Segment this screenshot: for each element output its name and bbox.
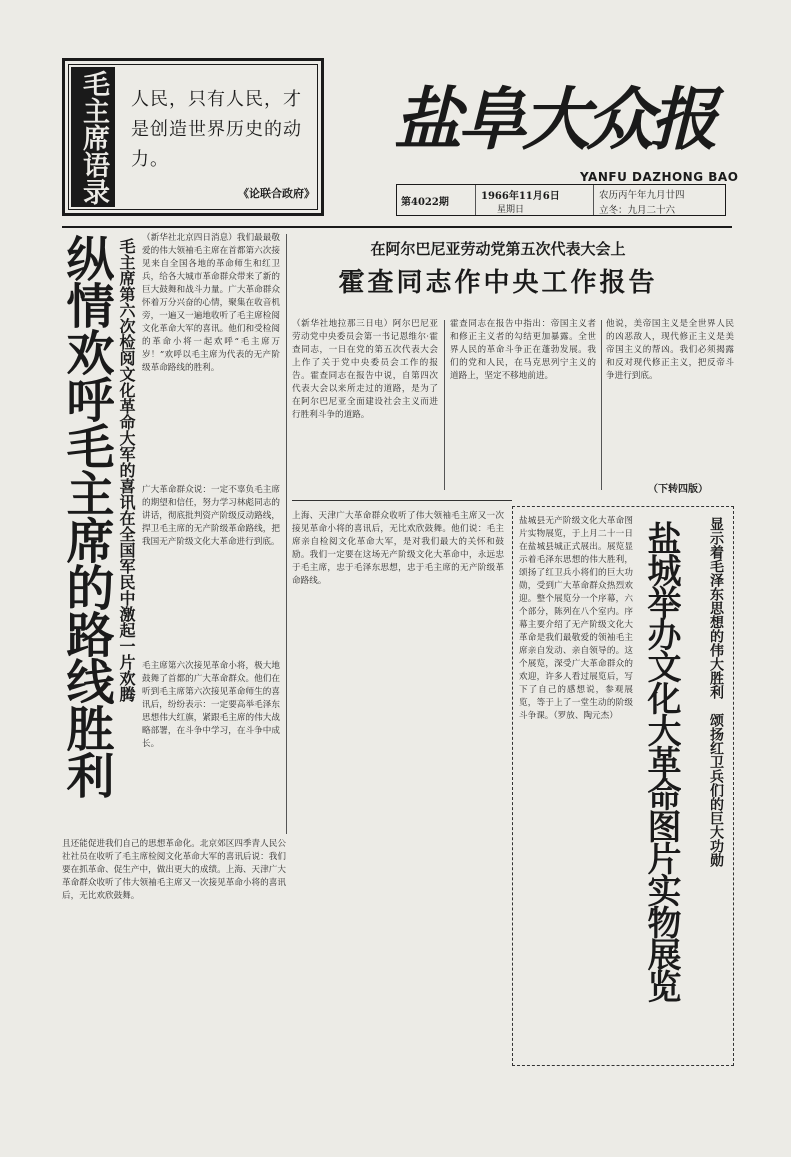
article2-col3: 他说，美帝国主义是全世界人民的凶恶敌人，现代修正主义是美帝国主义的帮凶。我们必须揭露和反对现代修正主义，把反帝斗争进行到底。 <box>606 319 734 381</box>
issue-weekday: 星期日 <box>497 205 525 215</box>
article3-headline: 盐城举办文化大革命图片实物展览 <box>641 521 681 1001</box>
issue-date: 1966年11月6日 <box>481 191 560 202</box>
solar-term: 立冬：九月二十六 <box>599 205 676 216</box>
article1-col4: 上海、天津广大革命群众收听了伟大领袖毛主席又一次接见革命小将的喜讯后，无比欢欣鼓舞。他们说：毛主席亲自检阅文化革命大军，是对我们最大的关怀和鼓励。我们一定要在这场无产阶级文化大革命中，永远忠于毛主席，忠于毛泽东思想，忠于毛主席的无产阶级革命路线。 <box>292 511 504 586</box>
article3-subheadline: 显示着毛泽东思想的伟大胜利 颂扬红卫兵们的巨大功勋 <box>708 517 724 867</box>
column-divider <box>286 234 287 834</box>
section-divider <box>292 500 512 501</box>
quotation-source: 《论联合政府》 <box>238 187 315 200</box>
article1-col3: 毛主席第六次接见革命小将，极大地鼓舞了首都的广大革命群众。他们在听到毛主席第六次接见革命师生的喜讯后，纷纷表示：一定要高举毛泽东思想伟大红旗，紧跟毛主席的伟大战略部署，在斗争中学习，在斗争中成长。 <box>142 661 280 749</box>
article2-continued: （下转四版） <box>648 484 708 495</box>
article1-headline: 纵情欢呼毛主席的路线胜利 <box>58 234 114 798</box>
article1-bottom-text: 且还能促进我们自己的思想革命化。北京郊区四季青人民公社社员在收听了毛主席检阅文化革命大军的喜讯后说：我们要在抓革命、促生产中，做出更大的成绩。上海、天津广大革命群众收听了伟大领袖毛主席又一次接见革命小将的喜讯后，无比欢欣鼓舞。 <box>62 839 286 901</box>
quotation-text: 人民，只有人民，才是创造世界历史的动力。 <box>131 89 302 170</box>
article2-col1: （新华社地拉那三日电）阿尔巴尼亚劳动党中央委员会第一书记恩维尔·霍查同志，一日在党的第五次代表大会上作了关于党中央委员会工作的报告。霍查同志在报告中说，自第四次代表大会以来所走过的道路，是为了在阿尔巴尼亚全面建设社会主义而进行胜利斗争的道路。 <box>292 319 438 420</box>
newspaper-title: 盐阜大众报 <box>394 80 715 160</box>
column-divider <box>601 320 602 490</box>
article1-subheadline: 毛主席第六次检阅文化革命大军的喜讯在全国军民中激起一片欢腾 <box>117 238 136 702</box>
masthead-rule <box>62 226 732 228</box>
column-divider <box>444 320 445 490</box>
article3-body: 盐城县无产阶级文化大革命图片实物展览，于上月二十一日在盐城县城正式展出。展览显示着毛泽东思想的伟大胜利，颂扬了红卫兵小将们的巨大功勋，受到广大革命群众热烈欢迎。整个展览分一个序幕，六个部分，陈列在八个室内。序幕主要介绍了无产阶级文化大革命是我们最敬爱的领袖毛主席亲自发动、亲自领导的。这个展览，深受广大革命群众的欢迎，许多人看过展览后，写下了自己的感想说，参观展览，等于上了一堂生动的阶级斗争课。（罗放、陶元杰） <box>519 516 633 721</box>
article2-col2: 霍查同志在报告中指出：帝国主义者和修正主义者的勾结更加暴露。全世界人民的革命斗争正在蓬勃发展。我们的党和人民，在马克思列宁主义的道路上，坚定不移地前进。 <box>450 319 596 381</box>
newspaper-pinyin: YANFU DAZHONG BAO <box>580 170 739 184</box>
issue-info-bar <box>396 184 726 216</box>
article1-col2: 广大革命群众说：一定不辜负毛主席的期望和信任，努力学习林彪同志的讲话，彻底批判资产阶级反动路线，捍卫毛主席的无产阶级革命路线，把我国无产阶级文化大革命进行到底。 <box>142 485 280 547</box>
article3-box <box>512 506 734 1066</box>
issue-number: 第4022期 <box>401 197 449 208</box>
article2-kicker: 在阿尔巴尼亚劳动党第五次代表大会上 <box>370 240 626 258</box>
divider <box>593 185 594 215</box>
quotation-box <box>62 58 324 216</box>
article1-lead: （新华社北京四日消息）我们最最敬爱的伟大领袖毛主席在首都第六次接见来自全国各地的革命师生和红卫兵，给各大城市革命群众带来了新的巨大鼓舞和战斗力量。广大革命群众怀着万分兴奋的心情，聚集在收音机旁，一遍又一遍地收听了毛主席检阅文化革命大军的喜讯。他们和受检阅的革命小将一起欢呼“毛主席万岁！”欢呼以毛主席为代表的无产阶级革命路线的胜利。 <box>142 233 280 373</box>
divider <box>475 185 476 215</box>
lunar-date: 农历丙午年九月廿四 <box>599 190 685 201</box>
quotation-label: 毛主席语录 <box>71 67 115 207</box>
article2-headline: 霍查同志作中央工作报告 <box>338 268 658 298</box>
